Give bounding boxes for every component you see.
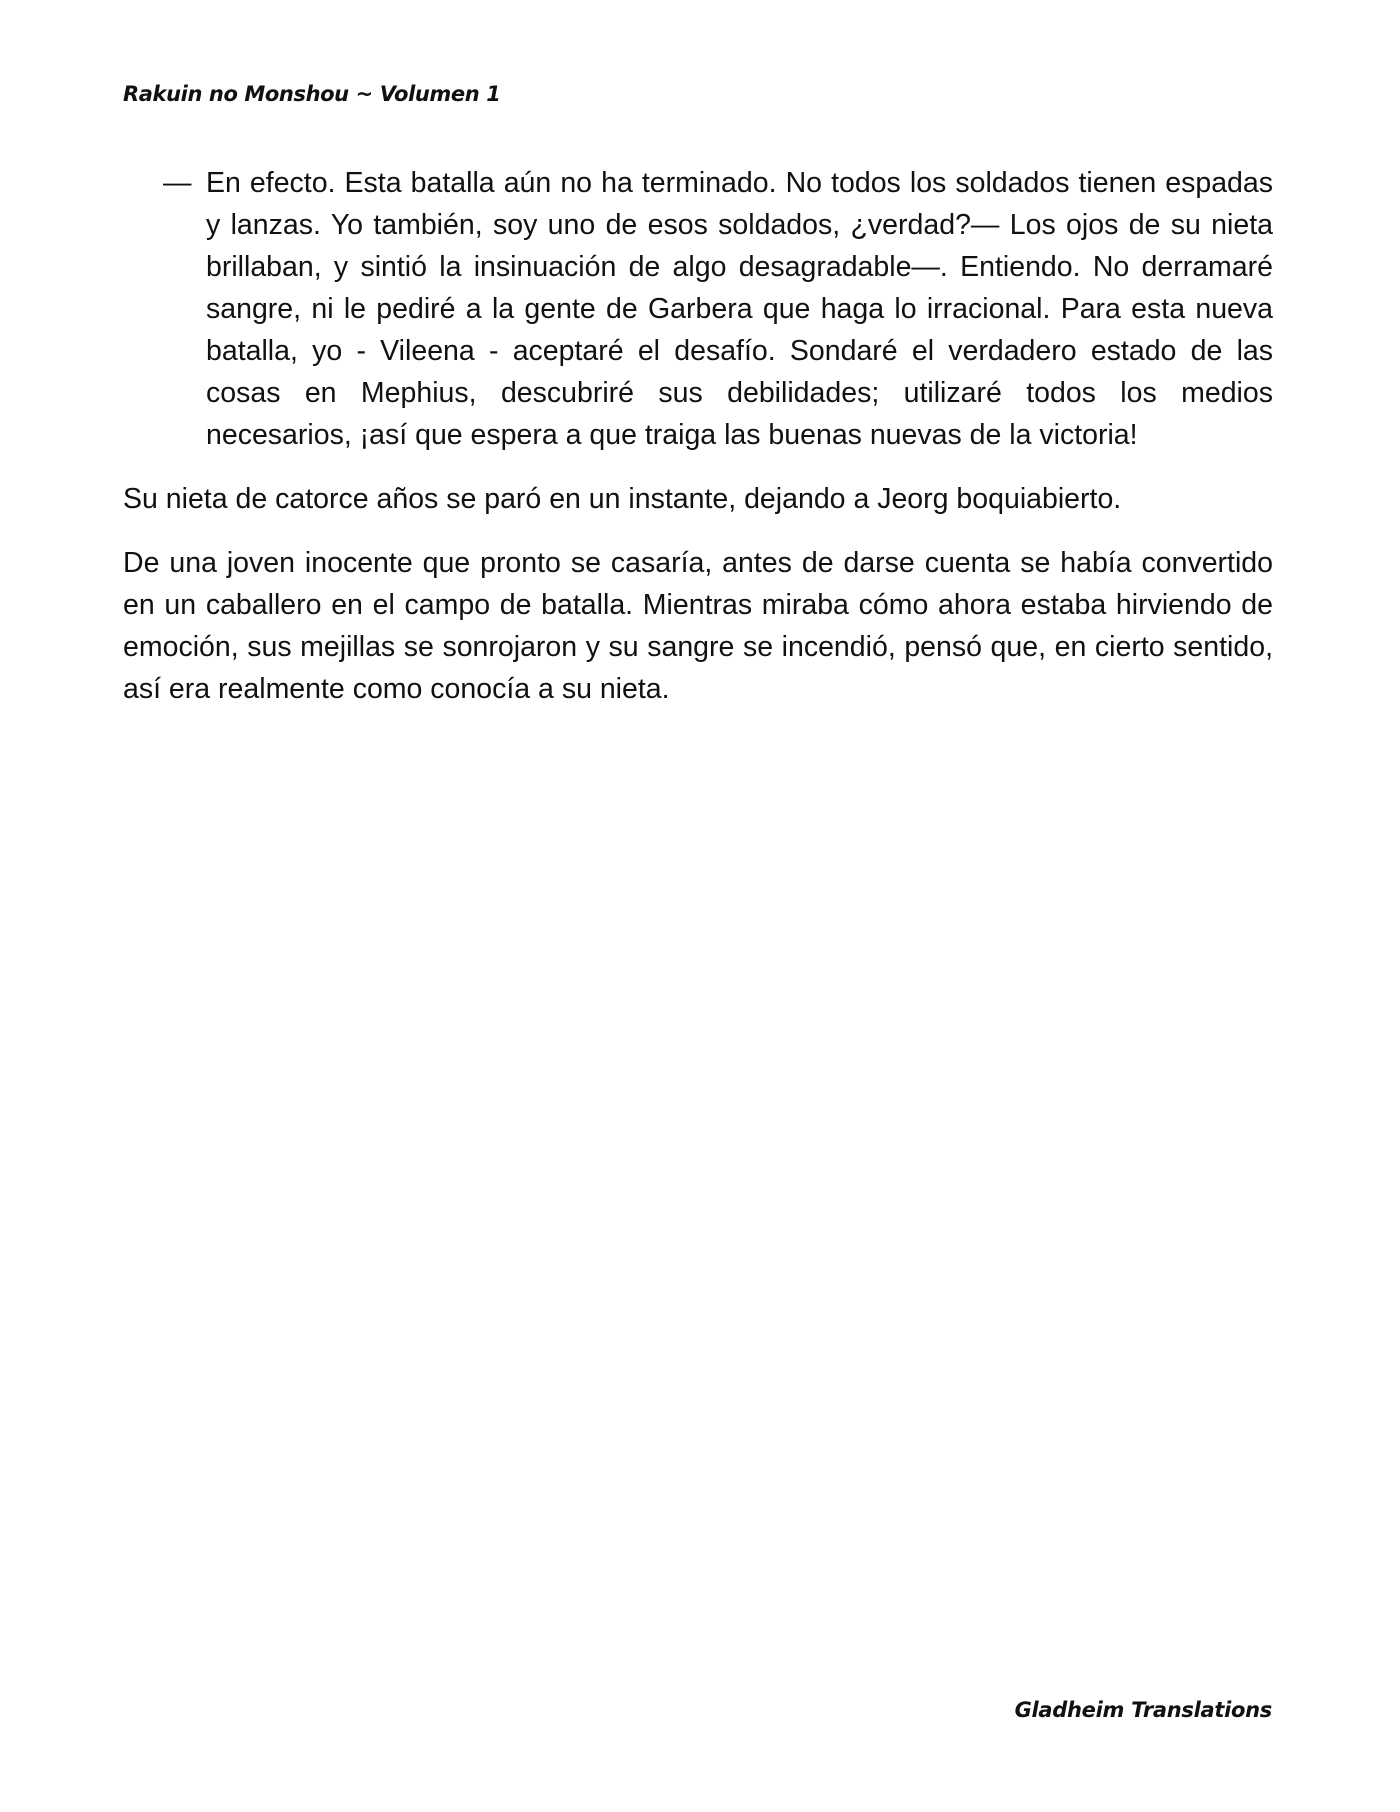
dialogue-dash: — <box>163 167 192 199</box>
dialogue-text: En efecto. Esta batalla aún no ha terminado. No todos los soldados tienen espadas y lanzas. Yo también, soy uno de esos soldados, ¿verdad?— Los ojos de su nieta brillaban, y sintió la insinuación de algo desagradable—. Entiendo. No derramaré sangre, ni le pediré a la gente de Garbera que haga lo irracional. Para esta nueva batalla, yo - Vileena - aceptaré el desafío. Sondaré el verdadero estado de las cosas en Mephius, descubriré sus debilidades; utilizaré todos los medios necesarios, ¡así que espera a que traiga las buenas nuevas de la victoria! <box>206 167 1273 451</box>
body-text <box>123 162 1273 732</box>
running-header: Rakuin no Monshou ~ Volumen 1 <box>123 82 501 106</box>
paragraph-1: Su nieta de catorce años se paró en un instante, dejando a Jeorg boquiabierto. <box>123 483 1122 515</box>
footer-credit: Gladheim Translations <box>1014 1698 1272 1722</box>
paragraph-2: De una joven inocente que pronto se casaría, antes de darse cuenta se había convertido en un caballero en el campo de batalla. Mientras miraba cómo ahora estaba hirviendo de emoción, sus mejillas se sonrojaron y su sangre se incendió, pensó que, en cierto sentido, así era realmente como conocía a su nieta. <box>123 547 1273 705</box>
dialogue-paragraph <box>123 162 1273 456</box>
